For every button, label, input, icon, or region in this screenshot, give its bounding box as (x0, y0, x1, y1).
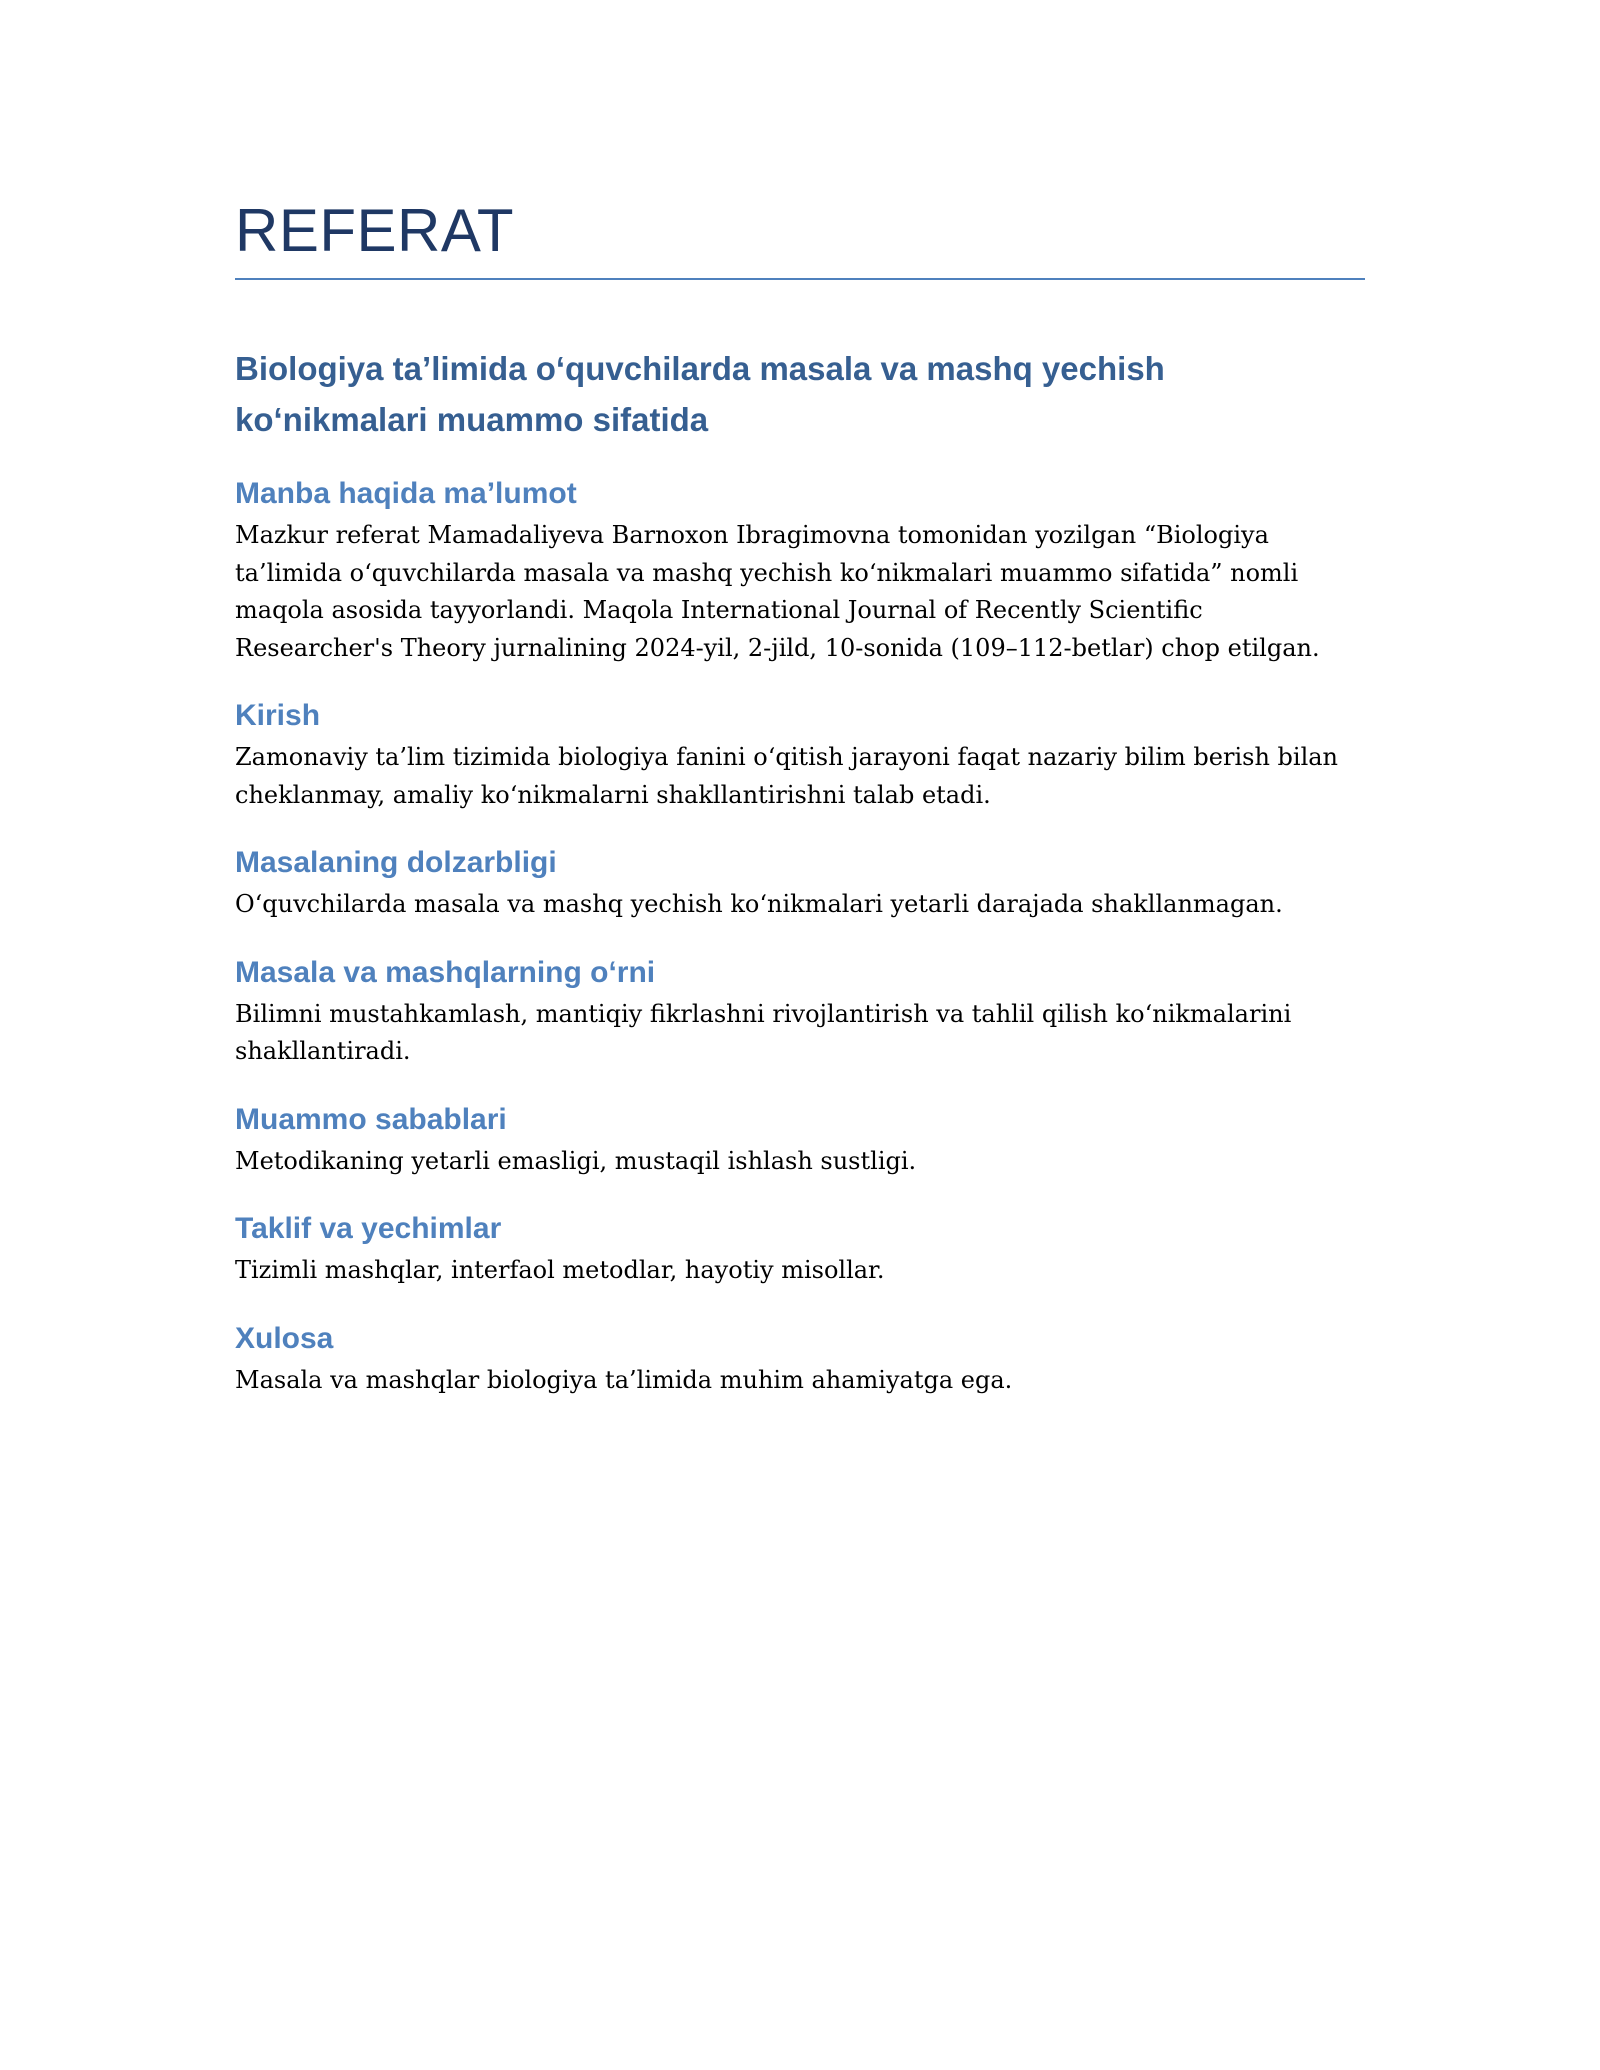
section-heading: Muammo sabablari (235, 1102, 507, 1136)
title-divider (235, 278, 1365, 280)
section-heading: Masala va mashqlarning o‘rni (235, 955, 656, 989)
section-conclusion (235, 1320, 1365, 1400)
section-relevance (235, 844, 1365, 924)
section-body: Zamonaviy ta’lim tizimida biologiya fanini o‘qitish jarayoni faqat nazariy bilim berish bilan cheklanmay, amaliy ko‘nikmalarni shakllantirishni talab etadi. (235, 743, 1339, 809)
section-heading: Kirish (235, 699, 321, 732)
section-source-info (235, 475, 1365, 667)
section-body: Metodikaning yetarli emasligi, mustaqil ishlash sustligi. (235, 1146, 917, 1175)
section-body: Masala va mashqlar biologiya ta’limida muhim ahamiyatga ega. (235, 1365, 1013, 1394)
document-title: REFERAT (235, 197, 515, 264)
section-body: O‘quvchilarda masala va mashq yechish ko‘nikmalari yetarli darajada shakllanmagan. (235, 890, 1283, 918)
section-introduction (235, 697, 1365, 814)
document-subtitle: Biologiya ta’limida o‘quvchilarda masala va mashq yechish ko‘nikmalari muammo sifatida (235, 350, 1165, 438)
section-heading: Masalaning dolzarbligi (235, 846, 557, 879)
section-body: Tizimli mashqlar, interfaol metodlar, hayotiy misollar. (235, 1256, 885, 1284)
section-body: Mazkur referat Mamadaliyeva Barnoxon Ibragimovna tomonidan yozilgan “Biologiya ta’limida o‘quvchilarda masala va mashq yechish ko‘nikmalari muammo sifatida” nomli maqola asosida tayyorlandi. Maqola International Journal of Recently Scientific Researcher's Theory jurnalining 2024-yil, 2-jild, 10-sonida (109–112-betlar) chop etilgan. (235, 521, 1320, 662)
section-heading: Taklif va yechimlar (235, 1212, 502, 1245)
section-heading: Manba haqida ma’lumot (235, 477, 577, 510)
section-heading: Xulosa (235, 1321, 334, 1355)
section-role-of-exercises (235, 954, 1365, 1071)
document-page (235, 188, 1365, 1399)
section-proposals (235, 1210, 1365, 1290)
section-body: Bilimni mustahkamlash, mantiqiy fikrlashni rivojlantirish va tahlil qilish ko‘nikmalarini shakllantiradi. (235, 999, 1292, 1065)
section-problem-causes (235, 1101, 1365, 1181)
